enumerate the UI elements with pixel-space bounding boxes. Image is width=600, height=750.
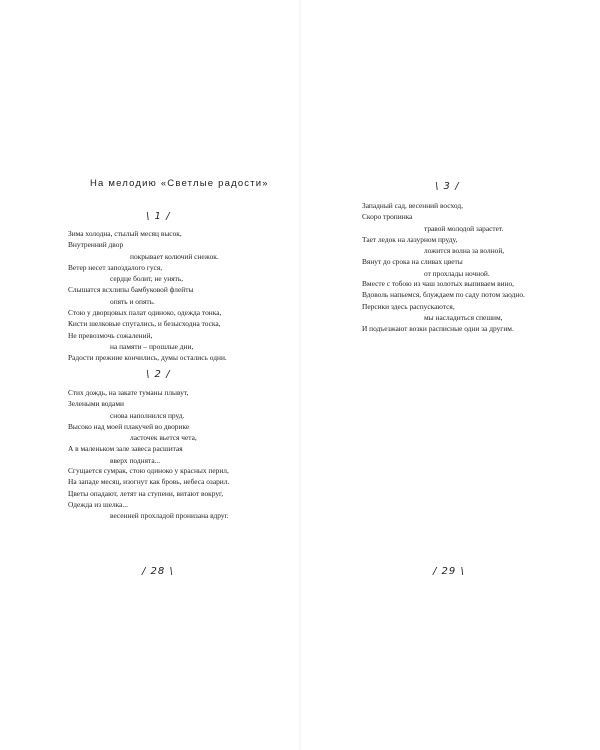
poem-2-number: \ 2 / — [146, 369, 171, 380]
poem-1-stanza-2 — [68, 307, 227, 363]
verse-line: покрывает колючий снежок. — [130, 251, 219, 261]
verse-line: Западный сад, весенний восход, — [362, 201, 463, 210]
poem-cycle-title: На мелодию «Светлые радости» — [90, 178, 269, 189]
verse-line: А в маленьком зале завеса расшитая — [68, 444, 183, 454]
verse-line: Вянут до срока на сливах цветы — [362, 257, 463, 267]
poem-2-stanza-1 — [68, 387, 197, 466]
verse-line: мы насладиться спешим, — [424, 312, 503, 322]
verse-line: вверх поднята... — [110, 455, 161, 465]
poem-3-stanza-1 — [362, 200, 504, 279]
verse-line: Вместе с тобою из чаш золотых выпиваем вино, — [362, 279, 515, 288]
poem-1-number: \ 1 / — [146, 211, 171, 222]
verse-line: Вдоволь напьемся, блуждаем по саду потом заодно. — [362, 290, 525, 300]
verse-line: от прохлады ночной. — [424, 268, 490, 278]
poem-2-stanza-2 — [68, 465, 229, 521]
verse-line: на памяти – прошлые дни, — [110, 341, 194, 351]
verse-line: Внутренний двор — [68, 240, 124, 250]
verse-line: Не превозмочь сожалений, — [68, 330, 153, 340]
verse-line: ласточек вьется чета, — [130, 433, 197, 443]
verse-line: Одежда из шелка... — [68, 499, 128, 509]
verse-line: снова наполнился пруд. — [110, 410, 185, 420]
verse-line: Кисти шелковые спутались, и безысходна тоска, — [68, 319, 221, 329]
verse-line: сердце болит, не унять, — [110, 274, 184, 284]
verse-line: Сгущается сумрак, стою одиноко у красных перил, — [68, 466, 229, 475]
verse-line: весенней прохладой пронизана вдруг. — [110, 511, 229, 521]
verse-line: Скоро тропинка — [362, 212, 413, 222]
verse-line: ложится волна за волной, — [424, 246, 505, 256]
page-number-left: / 28 \ — [142, 566, 174, 577]
verse-line: Цветы опадают, летят на ступени, витают вокруг, — [68, 488, 224, 498]
verse-line: На западе месяц, изогнут как бровь, небеса озарил. — [68, 477, 230, 487]
verse-line: Стою у дворцовых палат одиноко, одежда тонка, — [68, 308, 222, 317]
verse-line: Зима холодна, стылый месяц высок, — [68, 229, 182, 238]
page-number-right: / 29 \ — [433, 566, 465, 577]
right-page — [300, 0, 600, 750]
verse-line: И подъезжают возки расписные одни за другим. — [362, 324, 514, 334]
poem-3-number: \ 3 / — [435, 181, 460, 192]
verse-line: Тает ледок на лазурном пруду, — [362, 234, 458, 244]
poem-3-stanza-2 — [362, 278, 525, 334]
verse-line: травой молодой зарастет. — [424, 223, 504, 233]
poem-1-stanza-1 — [68, 228, 219, 307]
verse-line: Стих дождь, на закате туманы плывут, — [68, 388, 189, 397]
verse-line: Радости прежние кончились, думы остались одни. — [68, 353, 227, 363]
verse-line: Слышатся всхлипы бамбуковой флейты — [68, 285, 194, 295]
verse-line: опять и опять. — [110, 296, 155, 306]
verse-line: Зелеными водами — [68, 399, 124, 409]
verse-line: Высоко над моей плакучей во дворике — [68, 421, 190, 431]
verse-line: Персики здесь распускаются, — [362, 301, 455, 311]
verse-line: Ветер несет запоздалого гуся, — [68, 262, 163, 272]
